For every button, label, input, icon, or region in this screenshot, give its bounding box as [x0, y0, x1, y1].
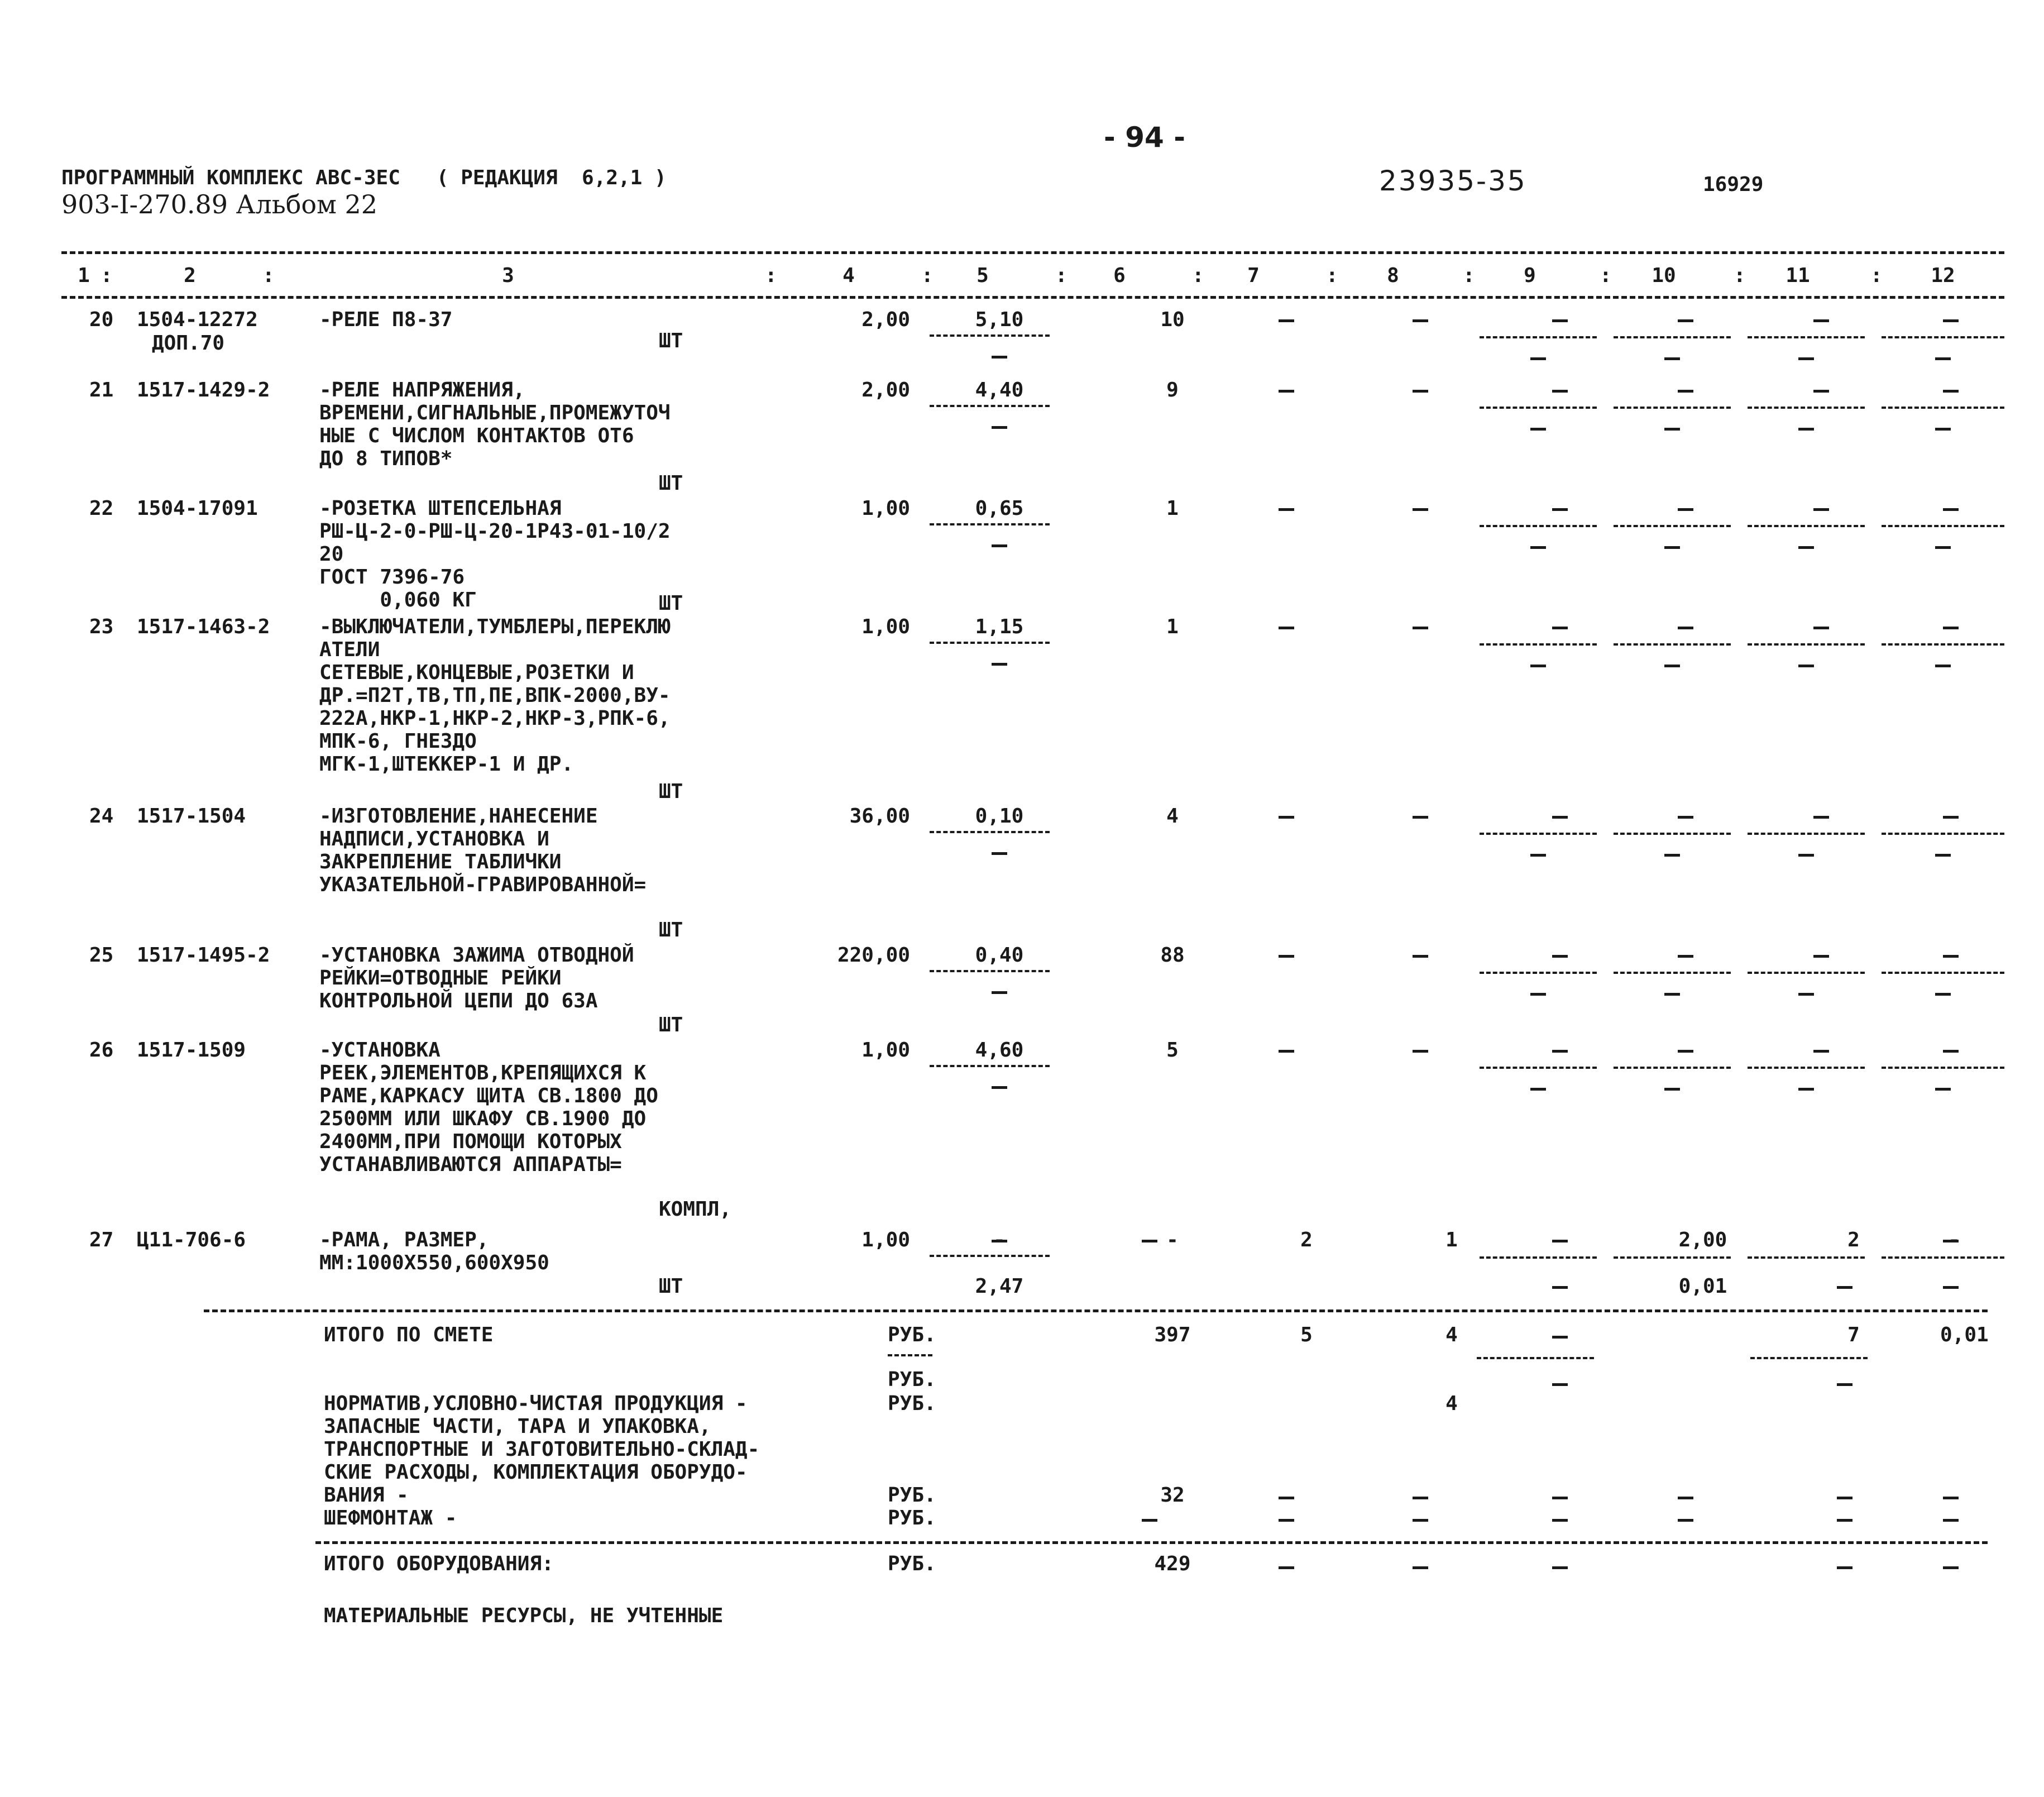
col-separators: : — [1055, 264, 1068, 287]
empty-cell-dash — [1530, 1088, 1546, 1091]
empty-cell-dash — [1413, 816, 1428, 819]
price-divider — [930, 405, 1050, 407]
row-price: 1,15 — [975, 615, 1024, 638]
col-header-10: 10 — [1652, 264, 1676, 287]
row27-c11: 2 — [1847, 1229, 1860, 1251]
row-code: 1517-1463-2 — [137, 615, 270, 638]
empty-cell-dash — [992, 852, 1007, 855]
empty-cell-dash — [1943, 1050, 1959, 1053]
empty-cell-dash — [1552, 1240, 1568, 1242]
cell-divider — [1614, 1067, 1731, 1069]
empty-cell-dash — [992, 663, 1007, 666]
row-price: 4,60 — [975, 1039, 1024, 1062]
cell-divider — [1480, 1067, 1597, 1069]
materials-label: МАТЕРИАЛЬНЫЕ РЕСУРСЫ, НЕ УЧТЕННЫЕ — [324, 1604, 724, 1627]
empty-cell-dash — [1813, 390, 1829, 393]
col-header-9: 9 — [1524, 264, 1536, 287]
empty-cell-dash — [1552, 1519, 1568, 1522]
row-number: 26 — [89, 1039, 114, 1062]
row-qty: 1,00 — [861, 1229, 910, 1251]
empty-cell-dash — [1552, 1336, 1568, 1339]
row-qty: 1,00 — [861, 615, 910, 638]
total-c6: 397 — [1154, 1323, 1191, 1346]
row-number: 23 — [89, 615, 114, 638]
row-unit: КОМПЛ, — [659, 1198, 732, 1221]
empty-cell-dash — [1552, 319, 1568, 322]
empty-cell-dash — [1678, 390, 1693, 393]
code-right: 16929 — [1703, 173, 1764, 196]
empty-cell-dash — [1935, 854, 1951, 857]
empty-cell-dash — [1664, 428, 1680, 431]
empty-cell-dash — [1935, 546, 1951, 549]
row-price: 4,40 — [975, 379, 1024, 402]
total-c8: 4 — [1445, 1323, 1458, 1346]
row-code: 1517-1495-2 — [137, 944, 270, 967]
row-unit: ШТ — [659, 1275, 683, 1298]
empty-cell-dash — [1664, 854, 1680, 857]
price-divider — [930, 1065, 1050, 1067]
empty-cell-dash — [1552, 816, 1568, 819]
price-divider — [930, 831, 1050, 833]
col-separators: : — [1734, 264, 1746, 287]
total-rub: РУБ. — [888, 1323, 936, 1346]
empty-cell-dash — [1813, 508, 1829, 511]
procurement-c6: 32 — [1160, 1484, 1185, 1507]
row-description: -РЕЛЕ П8-37 — [319, 308, 453, 331]
total-label: ИТОГО ПО СМЕТЕ — [324, 1323, 494, 1346]
empty-cell-dash — [1664, 993, 1680, 996]
norm-rub: РУБ. — [888, 1392, 936, 1415]
empty-cell-dash — [1837, 1497, 1852, 1499]
sheet-code: 23935-35 — [1379, 165, 1527, 197]
empty-cell-dash — [1798, 428, 1814, 431]
empty-cell-dash — [1530, 428, 1546, 431]
empty-cell-dash — [1935, 993, 1951, 996]
rub-second: РУБ. — [888, 1368, 936, 1391]
cell-divider — [1748, 833, 1865, 835]
row-col6: - — [1166, 1229, 1179, 1251]
row-number: 27 — [89, 1229, 114, 1251]
total-c12: 0,01 — [1940, 1323, 1989, 1346]
cell-divider — [1882, 336, 2004, 338]
empty-cell-dash — [1530, 854, 1546, 857]
row-number: 20 — [89, 308, 114, 331]
cell-divider — [1480, 525, 1597, 527]
col-header-12: 12 — [1931, 264, 1955, 287]
empty-cell-dash — [1664, 357, 1680, 360]
total-c9-underline — [1477, 1357, 1594, 1359]
empty-cell-dash — [1279, 1050, 1294, 1053]
empty-cell-dash — [1530, 665, 1546, 667]
row-qty: 1,00 — [861, 497, 910, 520]
cell-divider — [1748, 407, 1865, 409]
row-unit: ШТ — [659, 1014, 683, 1036]
total-c7: 5 — [1300, 1323, 1313, 1346]
empty-cell-dash — [992, 991, 1007, 994]
row-code: 1517-1504 — [137, 805, 246, 828]
empty-cell-dash — [1413, 508, 1428, 511]
cell-divider — [1614, 833, 1731, 835]
cell-divider — [1480, 643, 1597, 646]
equipment-rule — [315, 1541, 1988, 1544]
cell-divider — [1480, 407, 1597, 409]
empty-cell-dash — [1552, 390, 1568, 393]
empty-cell-dash — [1552, 627, 1568, 629]
empty-cell-dash — [1664, 1088, 1680, 1091]
empty-cell-dash — [1552, 1497, 1568, 1499]
row-qty: 36,00 — [849, 805, 910, 828]
header-bottom-rule — [61, 296, 2004, 299]
col-header-11: 11 — [1785, 264, 1810, 287]
row27-c8: 1 — [1445, 1229, 1458, 1251]
empty-cell-dash — [1279, 627, 1294, 629]
row-price: 0,65 — [975, 497, 1024, 520]
row-code: 1517-1509 — [137, 1039, 246, 1062]
row27-c10: 2,00 — [1678, 1229, 1727, 1251]
row-col6: 5 — [1166, 1039, 1179, 1062]
col-header-5: 5 — [976, 264, 989, 287]
empty-cell-dash — [1678, 627, 1693, 629]
empty-cell-dash — [1837, 1286, 1852, 1289]
cell-divider — [1748, 525, 1865, 527]
cell-divider — [1882, 407, 2004, 409]
empty-cell-dash — [1678, 319, 1693, 322]
row-unit: ШТ — [659, 329, 683, 352]
row27-c12: - — [1948, 1229, 1960, 1251]
empty-cell-dash — [1935, 665, 1951, 667]
row-code: 1504-12272 — [137, 308, 258, 331]
empty-cell-dash — [1142, 1519, 1157, 1522]
col-header-2: 2 — [184, 264, 196, 287]
cell-divider — [1882, 972, 2004, 974]
row-description: -РЕЛЕ НАПРЯЖЕНИЯ, ВРЕМЕНИ,СИГНАЛЬНЫЕ,ПРОМЕЖУТОЧ НЫЕ С ЧИСЛОМ КОНТАКТОВ ОТ6 ДО 8 ТИПОВ* — [319, 379, 671, 470]
row-price: 5,10 — [975, 308, 1024, 331]
row-qty: 2,00 — [861, 379, 910, 402]
empty-cell-dash — [1413, 1566, 1428, 1569]
empty-cell-dash — [1837, 1566, 1852, 1569]
row-description: -РАМА, РАЗМЕР, ММ:1000Х550,600Х950 — [319, 1229, 549, 1274]
col-separators: : — [765, 264, 777, 287]
empty-cell-dash — [1530, 993, 1546, 996]
cell-divider — [1614, 972, 1731, 974]
cell-divider — [1614, 525, 1731, 527]
row-code: Ц11-706-6 — [137, 1229, 246, 1251]
equipment-total-rub: РУБ. — [888, 1552, 936, 1575]
row-col6: 10 — [1160, 308, 1185, 331]
project-line: 903-I-270.89 Альбом 22 — [61, 189, 378, 219]
row-price: - — [993, 1229, 1006, 1251]
empty-cell-dash — [1943, 627, 1959, 629]
empty-cell-dash — [1935, 1088, 1951, 1091]
empty-cell-dash — [1678, 816, 1693, 819]
shefmontazh-rub: РУБ. — [888, 1507, 936, 1530]
col-separators: : — [262, 264, 275, 287]
cell-divider — [1882, 643, 2004, 646]
empty-cell-dash — [1552, 1383, 1568, 1386]
equipment-total-c6: 429 — [1154, 1552, 1191, 1575]
price-divider — [930, 523, 1050, 525]
row-number: 25 — [89, 944, 114, 967]
empty-cell-dash — [1943, 319, 1959, 322]
col-header-7: 7 — [1247, 264, 1260, 287]
empty-cell-dash — [1552, 955, 1568, 958]
price-divider — [930, 1255, 1050, 1257]
cell-divider — [1748, 336, 1865, 338]
empty-cell-dash — [1798, 993, 1814, 996]
rub-underline — [888, 1354, 932, 1356]
col-header-4: 4 — [843, 264, 855, 287]
total-c11: 7 — [1847, 1323, 1860, 1346]
empty-cell-dash — [992, 544, 1007, 547]
cell-divider — [1480, 336, 1597, 338]
empty-cell-dash — [1530, 546, 1546, 549]
empty-cell-dash — [1813, 627, 1829, 629]
col-header-8: 8 — [1387, 264, 1399, 287]
row-code: 1517-1429-2 — [137, 379, 270, 402]
price-divider — [930, 334, 1050, 337]
empty-cell-dash — [1813, 955, 1829, 958]
empty-cell-dash — [992, 1086, 1007, 1089]
empty-cell-dash — [1413, 390, 1428, 393]
empty-cell-dash — [1664, 546, 1680, 549]
empty-cell-dash — [1678, 508, 1693, 511]
cell-divider — [1882, 1256, 2004, 1259]
row-price: 0,40 — [975, 944, 1024, 967]
empty-cell-dash — [1943, 816, 1959, 819]
empty-cell-dash — [1813, 816, 1829, 819]
cell-divider — [1882, 833, 2004, 835]
empty-cell-dash — [992, 356, 1007, 359]
summary-top-rule — [204, 1309, 1988, 1312]
empty-cell-dash — [1813, 319, 1829, 322]
row-code-extra: ДОП.70 — [152, 332, 225, 355]
col-separators: : — [1600, 264, 1612, 287]
row-unit: ШТ — [659, 592, 683, 615]
row-col6: 1 — [1166, 615, 1179, 638]
col-header-3: 3 — [502, 264, 514, 287]
row-description: -УСТАНОВКА ЗАЖИМА ОТВОДНОЙ РЕЙКИ=ОТВОДНЫЕ РЕЙКИ КОНТРОЛЬНОЙ ЦЕПИ ДО 63А — [319, 944, 634, 1012]
empty-cell-dash — [1142, 1240, 1157, 1242]
empty-cell-dash — [1279, 955, 1294, 958]
row-number: 22 — [89, 497, 114, 520]
empty-cell-dash — [1678, 955, 1693, 958]
empty-cell-dash — [1552, 1566, 1568, 1569]
table-top-rule — [61, 251, 2004, 254]
empty-cell-dash — [1943, 1497, 1959, 1499]
price-divider — [930, 970, 1050, 972]
empty-cell-dash — [1279, 508, 1294, 511]
row27-price2: 2,47 — [975, 1275, 1024, 1298]
col-header-1: 1 — [78, 264, 90, 287]
norm-label: НОРМАТИВ,УСЛОВНО-ЧИСТАЯ ПРОДУКЦИЯ - ЗАПАСНЫЕ ЧАСТИ, ТАРА И УПАКОВКА, ТРАНСПОРТНЫЕ И ЗАГОТОВИТЕЛЬНО-СКЛАД- СКИЕ РАСХОДЫ, КОМПЛЕКТАЦИЯ ОБОРУДО- ВАНИЯ - — [324, 1392, 760, 1507]
empty-cell-dash — [1943, 955, 1959, 958]
cell-divider — [1614, 407, 1731, 409]
row-description: -УСТАНОВКА РЕЕК,ЭЛЕМЕНТОВ,КРЕПЯЩИХСЯ К РАМЕ,КАРКАСУ ЩИТА СВ.1800 ДО 2500ММ ИЛИ ШКАФУ СВ.1900 ДО 2400ММ,ПРИ ПОМОЩИ КОТОРЫХ УСТАНАВЛИВАЮТСЯ АППАРАТЫ= — [319, 1039, 658, 1176]
empty-cell-dash — [1664, 665, 1680, 667]
empty-cell-dash — [1552, 1050, 1568, 1053]
empty-cell-dash — [1413, 955, 1428, 958]
row-qty: 1,00 — [861, 1039, 910, 1062]
row-qty: 220,00 — [837, 944, 910, 967]
col-header-6: 6 — [1113, 264, 1126, 287]
empty-cell-dash — [1678, 1519, 1693, 1522]
col-separators: : — [1870, 264, 1883, 287]
row-description: -РОЗЕТКА ШТЕПСЕЛЬНАЯ РШ-Ц-2-0-РШ-Ц-20-1Р43-01-10/2 20 ГОСТ 7396-76 0,060 КГ — [319, 497, 671, 611]
empty-cell-dash — [1798, 357, 1814, 360]
empty-cell-dash — [1413, 319, 1428, 322]
empty-cell-dash — [1798, 665, 1814, 667]
empty-cell-dash — [992, 426, 1007, 429]
empty-cell-dash — [1678, 1050, 1693, 1053]
empty-cell-dash — [1935, 428, 1951, 431]
empty-cell-dash — [1943, 1519, 1959, 1522]
total-c11-underline — [1750, 1357, 1868, 1359]
empty-cell-dash — [1413, 1050, 1428, 1053]
cell-divider — [1614, 336, 1731, 338]
empty-cell-dash — [1943, 508, 1959, 511]
row-code: 1504-17091 — [137, 497, 258, 520]
row-unit: ШТ — [659, 780, 683, 803]
empty-cell-dash — [1813, 1050, 1829, 1053]
empty-cell-dash — [1935, 357, 1951, 360]
empty-cell-dash — [1279, 1497, 1294, 1499]
empty-cell-dash — [1279, 1566, 1294, 1569]
row27-c10b: 0,01 — [1678, 1275, 1727, 1298]
empty-cell-dash — [1279, 1519, 1294, 1522]
empty-cell-dash — [1279, 319, 1294, 322]
empty-cell-dash — [1413, 1519, 1428, 1522]
equipment-total-label: ИТОГО ОБОРУДОВАНИЯ: — [324, 1552, 554, 1575]
row-number: 24 — [89, 805, 114, 828]
cell-divider — [1882, 525, 2004, 527]
row-description: -ВЫКЛЮЧАТЕЛИ,ТУМБЛЕРЫ,ПЕРЕКЛЮ АТЕЛИ СЕТЕВЫЕ,КОНЦЕВЫЕ,РОЗЕТКИ И ДР.=П2Т,ТВ,ТП,ПЕ,ВПК-2000,ВУ- 222А,НКР-1,НКР-2,НКР-3,РПК-6, МПК-6, ГНЕЗДО МГК-1,ШТЕККЕР-1 И ДР. — [319, 615, 671, 776]
cell-divider — [1748, 1067, 1865, 1069]
row-unit: ШТ — [659, 919, 683, 941]
row-col6: 9 — [1166, 379, 1179, 402]
cell-divider — [1480, 833, 1597, 835]
cell-divider — [1748, 1256, 1865, 1259]
empty-cell-dash — [1552, 1286, 1568, 1289]
row-col6: 88 — [1160, 944, 1185, 967]
cell-divider — [1614, 643, 1731, 646]
empty-cell-dash — [1413, 627, 1428, 629]
col-separators: : — [1463, 264, 1475, 287]
cell-divider — [1748, 972, 1865, 974]
row-col6: 1 — [1166, 497, 1179, 520]
empty-cell-dash — [1837, 1519, 1852, 1522]
row-qty: 2,00 — [861, 308, 910, 331]
empty-cell-dash — [1798, 546, 1814, 549]
row-price: 0,10 — [975, 805, 1024, 828]
cell-divider — [1748, 643, 1865, 646]
page-number: - 94 - — [1104, 121, 1185, 154]
empty-cell-dash — [1943, 390, 1959, 393]
cell-divider — [1882, 1067, 2004, 1069]
row27-c7: 2 — [1300, 1229, 1313, 1251]
row-col6: 4 — [1166, 805, 1179, 828]
program-line: ПРОГРАММНЫЙ КОМПЛЕКС АВС-3ЕС ( РЕДАКЦИЯ 6,2,1 ) — [61, 166, 667, 189]
empty-cell-dash — [1943, 1566, 1959, 1569]
empty-cell-dash — [1943, 1286, 1959, 1289]
cell-divider — [1480, 1256, 1597, 1259]
cell-divider — [1480, 972, 1597, 974]
col-separators: : — [1326, 264, 1338, 287]
cell-divider — [1614, 1256, 1731, 1259]
empty-cell-dash — [1678, 1497, 1693, 1499]
empty-cell-dash — [1530, 357, 1546, 360]
empty-cell-dash — [992, 1240, 1007, 1242]
col-separators: : — [100, 264, 113, 287]
row-unit: ШТ — [659, 472, 683, 495]
empty-cell-dash — [1798, 1088, 1814, 1091]
row-description: -ИЗГОТОВЛЕНИЕ,НАНЕСЕНИЕ НАДПИСИ,УСТАНОВКА И ЗАКРЕПЛЕНИЕ ТАБЛИЧКИ УКАЗАТЕЛЬНОЙ-ГРАВИРОВАННОЙ= — [319, 805, 647, 896]
shefmontazh-label: ШЕФМОНТАЖ - — [324, 1507, 457, 1530]
empty-cell-dash — [1552, 508, 1568, 511]
empty-cell-dash — [1279, 390, 1294, 393]
empty-cell-dash — [1279, 816, 1294, 819]
empty-cell-dash — [1413, 1497, 1428, 1499]
price-divider — [930, 642, 1050, 644]
col-separators: : — [1192, 264, 1204, 287]
empty-cell-dash — [1837, 1383, 1852, 1386]
empty-cell-dash — [1798, 854, 1814, 857]
procurement-rub: РУБ. — [888, 1484, 936, 1507]
col-separators: : — [921, 264, 934, 287]
norm-c8: 4 — [1445, 1392, 1458, 1415]
row-number: 21 — [89, 379, 114, 402]
